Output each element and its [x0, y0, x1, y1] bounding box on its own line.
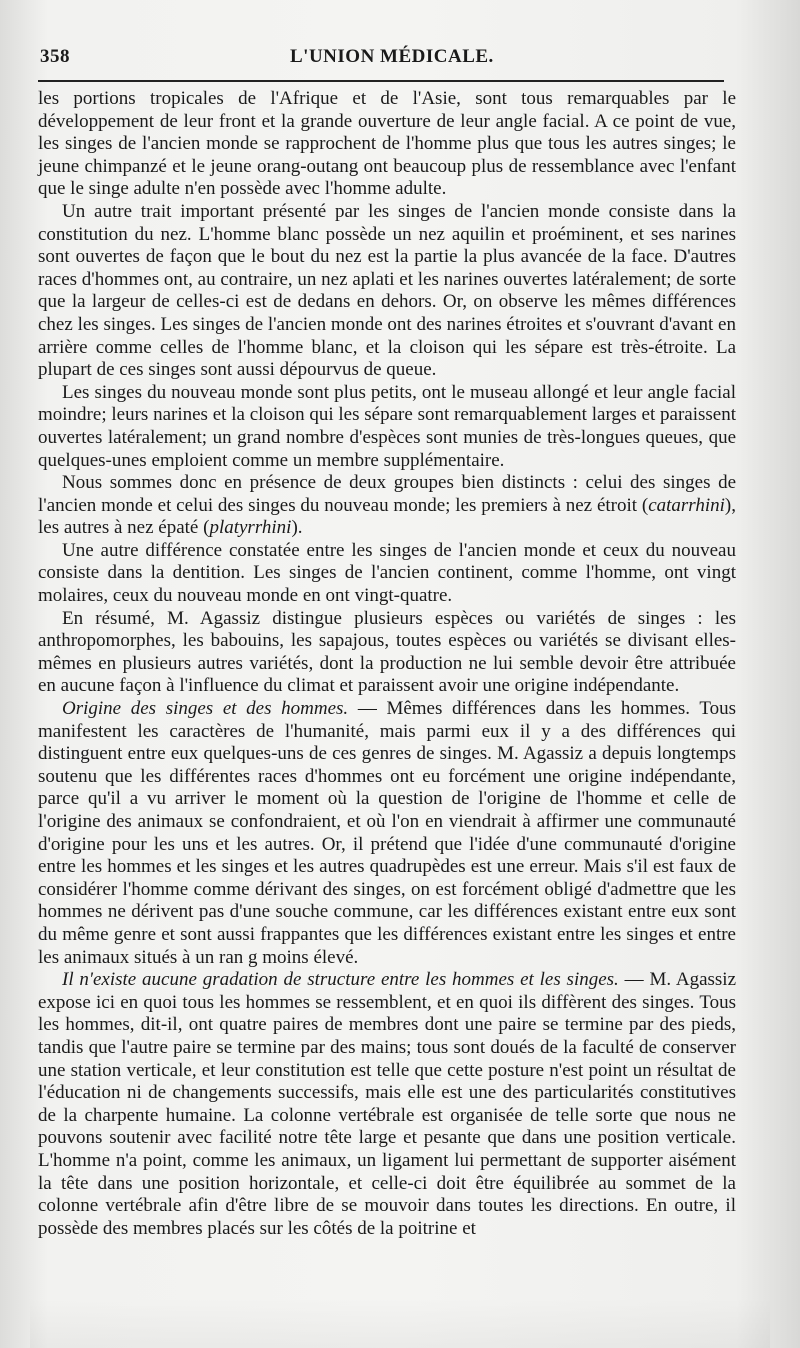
- paragraph-2: [38, 201, 736, 382]
- paragraph-6-text: En résumé, M. Agassiz distingue plusieurs espèces ou variétés de singes : les anthropomorphes, les babouins, les sapajous, toutes espèces ou variétés se divisant elles-mêmes en plusieurs autres variétés, dont la production ne lui semble devoir être attribuée en aucune façon à l'influence du climat et paraissent avoir une origine indépendante.: [38, 607, 736, 697]
- page-bottom-shadow: [30, 1298, 770, 1348]
- term-catarrhini: catarrhini: [648, 494, 725, 516]
- paragraph-6: [38, 608, 736, 698]
- paragraph-4-text-c: ).: [291, 517, 303, 539]
- section-heading-origine: Origine des singes et des hommes.: [62, 698, 349, 720]
- paragraph-2-text: Un autre trait important présenté par les singes de l'ancien monde consiste dans la constitution du nez. L'homme blanc possède un nez aquilin et proéminent, et ses narines sont ouvertes de façon que le bout du nez est la partie la plus avancée de la face. D'autres races d'hommes ont, au contraire, un nez aplati et les narines ouvertes latéralement; de sorte que la largeur de celles-ci est de dedans en dehors. Or, on observe les mêmes différences chez les singes. Les singes de l'ancien monde ont des narines étroites et s'ouvrant d'avant en arrière comme celles de l'homme blanc, et la cloison qui les sépare est très-étroite. La plupart de ces singes sont aussi dépourvus de queue.: [38, 200, 736, 381]
- paragraph-7: [38, 698, 736, 969]
- term-platyrrhini: platyrrhini: [209, 517, 292, 539]
- paragraph-5: [38, 540, 736, 608]
- header-rule: [38, 80, 724, 82]
- paragraph-3: [38, 382, 736, 472]
- paragraph-7-text: — Mêmes différences dans les hommes. Tous manifestent les caractères de l'humanité, mais parmi eux il y a des différences qui distinguent entre eux quelques-uns de ces genres de singes. M. Agassiz a depuis longtemps soutenu que les différentes races d'hommes ont eu forcément une origine indépendante, parce qu'il a vu arriver le moment où la question de l'origine de l'homme et celle de l'origine des animaux se confondraient, et où l'on en viendrait à affirmer une communauté d'origine pour les uns et les autres. Or, il prétend que l'idée d'une communauté d'origine entre les hommes et les singes et les autres quadrupèdes est une erreur. Mais s'il est faux de considérer l'homme comme dérivant des singes, on est forcément obligé d'admettre que les hommes ne dérivent pas d'une souche commune, car les différences existant entre eux sont du même genre et sont aussi frappantes que les différences existant entre les singes et entre les animaux situés à un ran g moins élevé.: [38, 698, 736, 968]
- paragraph-1-text: les portions tropicales de l'Afrique et de l'Asie, sont tous remarquables par le développement de leur front et la grande ouverture de leur angle facial. A ce point de vue, les singes de l'ancien monde se rapprochent de l'homme plus que tous les autres singes; le jeune chimpanzé et le jeune orang-outang ont beaucoup plus de ressemblance avec l'enfant que le singe adulte n'en possède avec l'homme adulte.: [38, 88, 736, 200]
- section-heading-gradation: Il n'existe aucune gradation de structure entre les hommes et les singes.: [62, 969, 619, 991]
- paragraph-4: [38, 472, 736, 540]
- page-number: 358: [40, 46, 70, 67]
- paragraph-4-text-a: Nous sommes donc en présence de deux groupes bien distincts : celui des singes de l'ancien monde et celui des singes du nouveau monde; les premiers à nez étroit (: [38, 472, 736, 516]
- article-body: [38, 88, 736, 1240]
- paragraph-5-text: Une autre différence constatée entre les singes de l'ancien monde et ceux du nouveau consiste dans la dentition. Les singes de l'ancien continent, comme l'homme, ont vingt molaires, ceux du nouveau monde en ont vingt-quatre.: [38, 539, 736, 607]
- running-title: L'UNION MÉDICALE.: [290, 46, 494, 67]
- paragraph-4-text-b: ), les autres à nez épaté (: [38, 494, 736, 539]
- paragraph-8-text: — M. Agassiz expose ici en quoi tous les hommes se ressemblent, et en quoi ils diffèrent des singes. Tous les hommes, dit-il, ont quatre paires de membres dont une paire se termine par des pieds, tandis que l'autre paire se termine par des mains; tous sont doués de la faculté de conserver une station verticale, et leur constitution est telle que cette posture n'est point un résultat de l'éducation ni de changements successifs, mais elle est une des particularités constitutives de la charpente humaine. La colonne vertébrale est organisée de telle sorte que nous ne pouvons soutenir avec facilité notre tête large et pesante que dans une position verticale. L'homme n'a point, comme les animaux, un ligament lui permettant de supporter aisément la tête dans une position horizontale, et celle-ci doit être équilibrée au sommet de la colonne vertébrale afin d'être libre de se mouvoir dans toutes les directions. En outre, il possède des membres placés sur les côtés de la poitrine et: [38, 969, 737, 1239]
- paragraph-1: [38, 88, 736, 201]
- paragraph-8: [38, 969, 736, 1240]
- page-header: [40, 46, 730, 76]
- paragraph-3-text: Les singes du nouveau monde sont plus petits, ont le museau allongé et leur angle facial moindre; leurs narines et la cloison qui les sépare sont remarquablement larges et paraissent ouvertes latéralement; un grand nombre d'espèces sont munies de très-longues queues, que quelques-unes emploient comme un membre supplémentaire.: [38, 381, 736, 471]
